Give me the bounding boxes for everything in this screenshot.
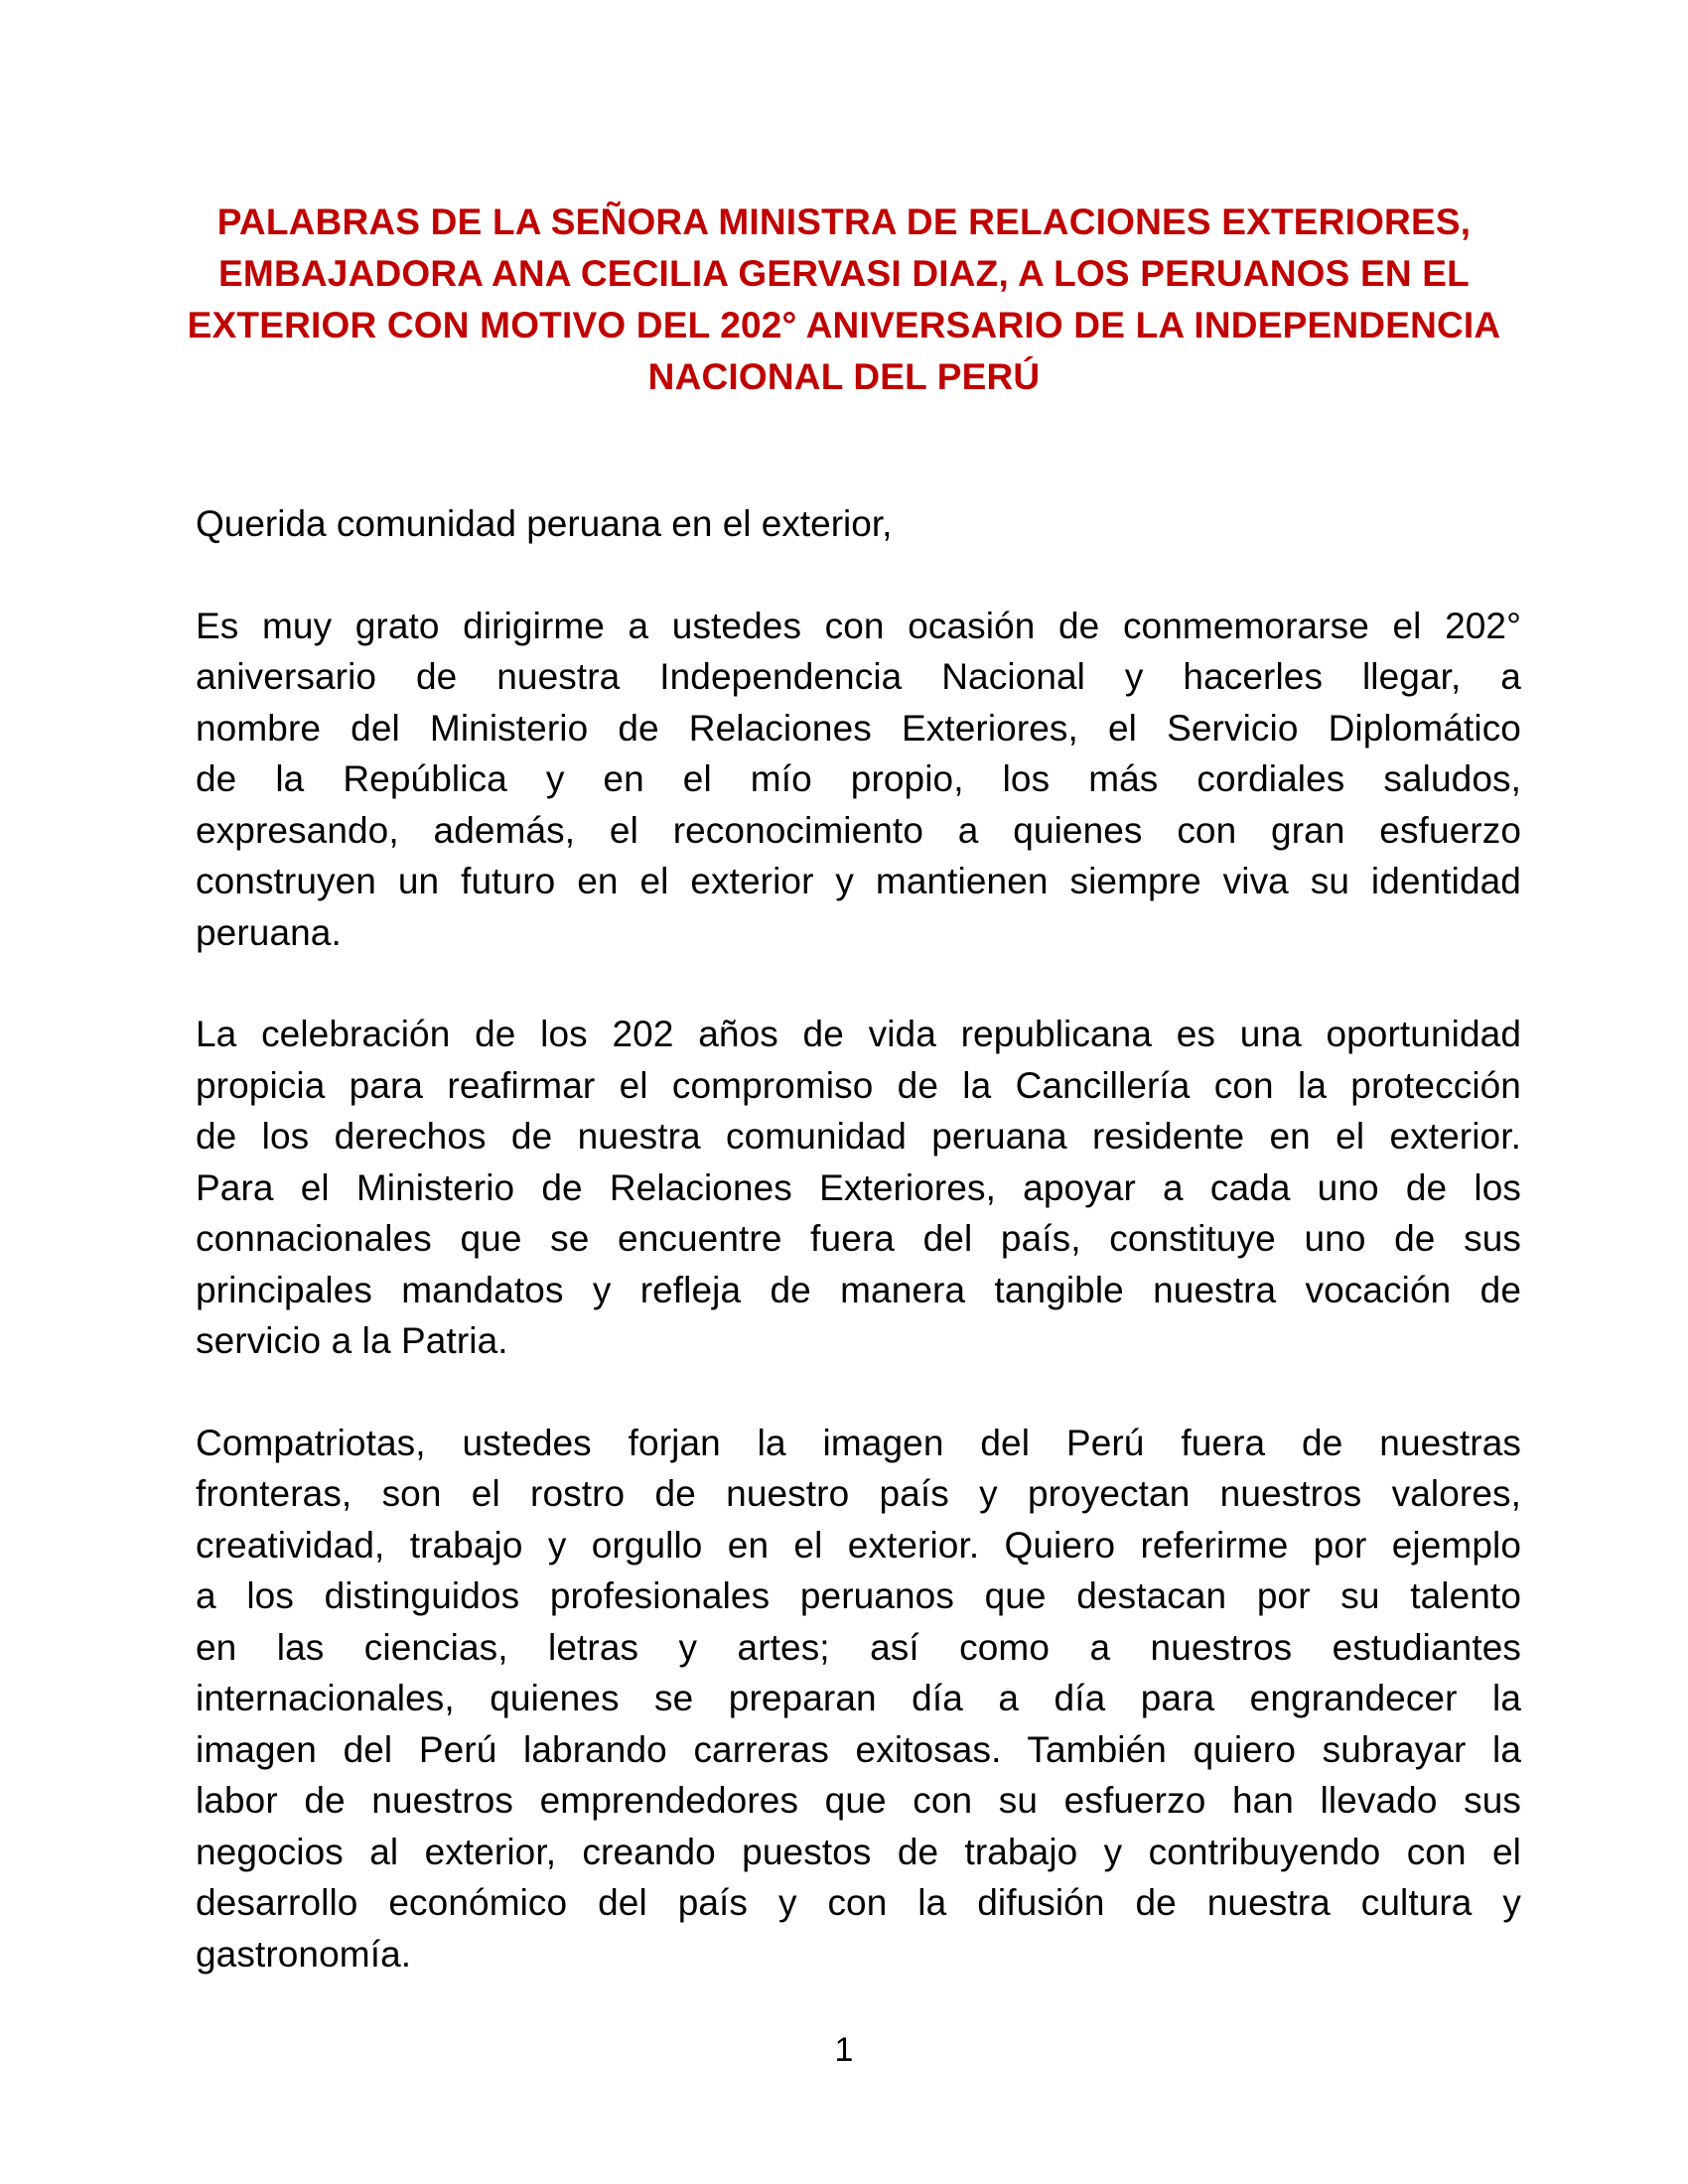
paragraph-line: internacionales, quienes se preparan día a día para engrandecer la [196, 1678, 1521, 1718]
paragraph-line: desarrollo económico del país y con la difusión de nuestra cultura y [196, 1882, 1521, 1923]
paragraph-line: Compatriotas, ustedes forjan la imagen del Perú fuera de nuestras [196, 1422, 1521, 1463]
paragraph-line: imagen del Perú labrando carreras exitosas. También quiero subrayar la [196, 1728, 1521, 1770]
title-line: EXTERIOR CON MOTIVO DEL 202° ANIVERSARIO DE LA INDEPENDENCIA [187, 305, 1501, 345]
paragraph-line: propicia para reafirmar el compromiso de la Cancillería con la protección [196, 1064, 1521, 1106]
paragraph-line: principales mandatos y refleja de manera tangible nuestra vocación de [196, 1269, 1521, 1310]
paragraph-2 [196, 1009, 1521, 1367]
paragraph-line: peruana. [196, 911, 342, 953]
paragraph-line: de la República y en el mío propio, los más cordiales saludos, [196, 758, 1521, 799]
paragraph-line: labor de nuestros emprendedores que con su esfuerzo han llevado sus [196, 1780, 1521, 1821]
paragraph-1 [196, 601, 1521, 959]
paragraph-line: expresando, además, el reconocimiento a quienes con gran esfuerzo [196, 809, 1521, 851]
speech-body [196, 498, 1521, 2030]
title-line: PALABRAS DE LA SEÑORA MINISTRA DE RELACIONES EXTERIORES, [216, 202, 1472, 242]
paragraph-line: aniversario de nuestra Independencia Nacional y hacerles llegar, a [196, 656, 1521, 697]
paragraph-line: de los derechos de nuestra comunidad peruana residente en el exterior. [196, 1116, 1521, 1157]
speech-title [149, 197, 1539, 403]
paragraph-line: Para el Ministerio de Relaciones Exteriores, apoyar a cada uno de los [196, 1166, 1521, 1208]
paragraph-line: creatividad, trabajo y orgullo en el exterior. Quiero referirme por ejemplo [196, 1524, 1521, 1566]
page-number: 1 [834, 2031, 854, 2069]
title-line: NACIONAL DEL PERÚ [647, 356, 1041, 397]
paragraph-line: construyen un futuro en el exterior y mantienen siempre viva su identidad [196, 861, 1521, 901]
paragraph-line: negocios al exterior, creando puestos de trabajo y contribuyendo con el [196, 1831, 1521, 1872]
paragraph-line: nombre del Ministerio de Relaciones Exteriores, el Servicio Diplomático [196, 707, 1521, 749]
title-line: EMBAJADORA ANA CECILIA GERVASI DIAZ, A LOS PERUANOS EN EL [218, 253, 1470, 294]
paragraph-line: gastronomía. [196, 1933, 412, 1975]
salutation: Querida comunidad peruana en el exterior, [196, 503, 893, 544]
paragraph-line: connacionales que se encuentre fuera del país, constituye uno de sus [196, 1218, 1521, 1259]
paragraph-line: La celebración de los 202 años de vida republicana es una oportunidad [196, 1014, 1521, 1054]
paragraph-line: fronteras, son el rostro de nuestro país y proyectan nuestros valores, [196, 1473, 1521, 1514]
paragraph-3 [196, 1418, 1521, 1980]
paragraph-line: servicio a la Patria. [196, 1320, 508, 1361]
paragraph-line: en las ciencias, letras y artes; así como a nuestros estudiantes [196, 1626, 1521, 1668]
paragraph-line: a los distinguidos profesionales peruanos que destacan por su talento [196, 1575, 1521, 1616]
paragraph-line: Es muy grato dirigirme a ustedes con ocasión de conmemorarse el 202° [196, 605, 1521, 646]
